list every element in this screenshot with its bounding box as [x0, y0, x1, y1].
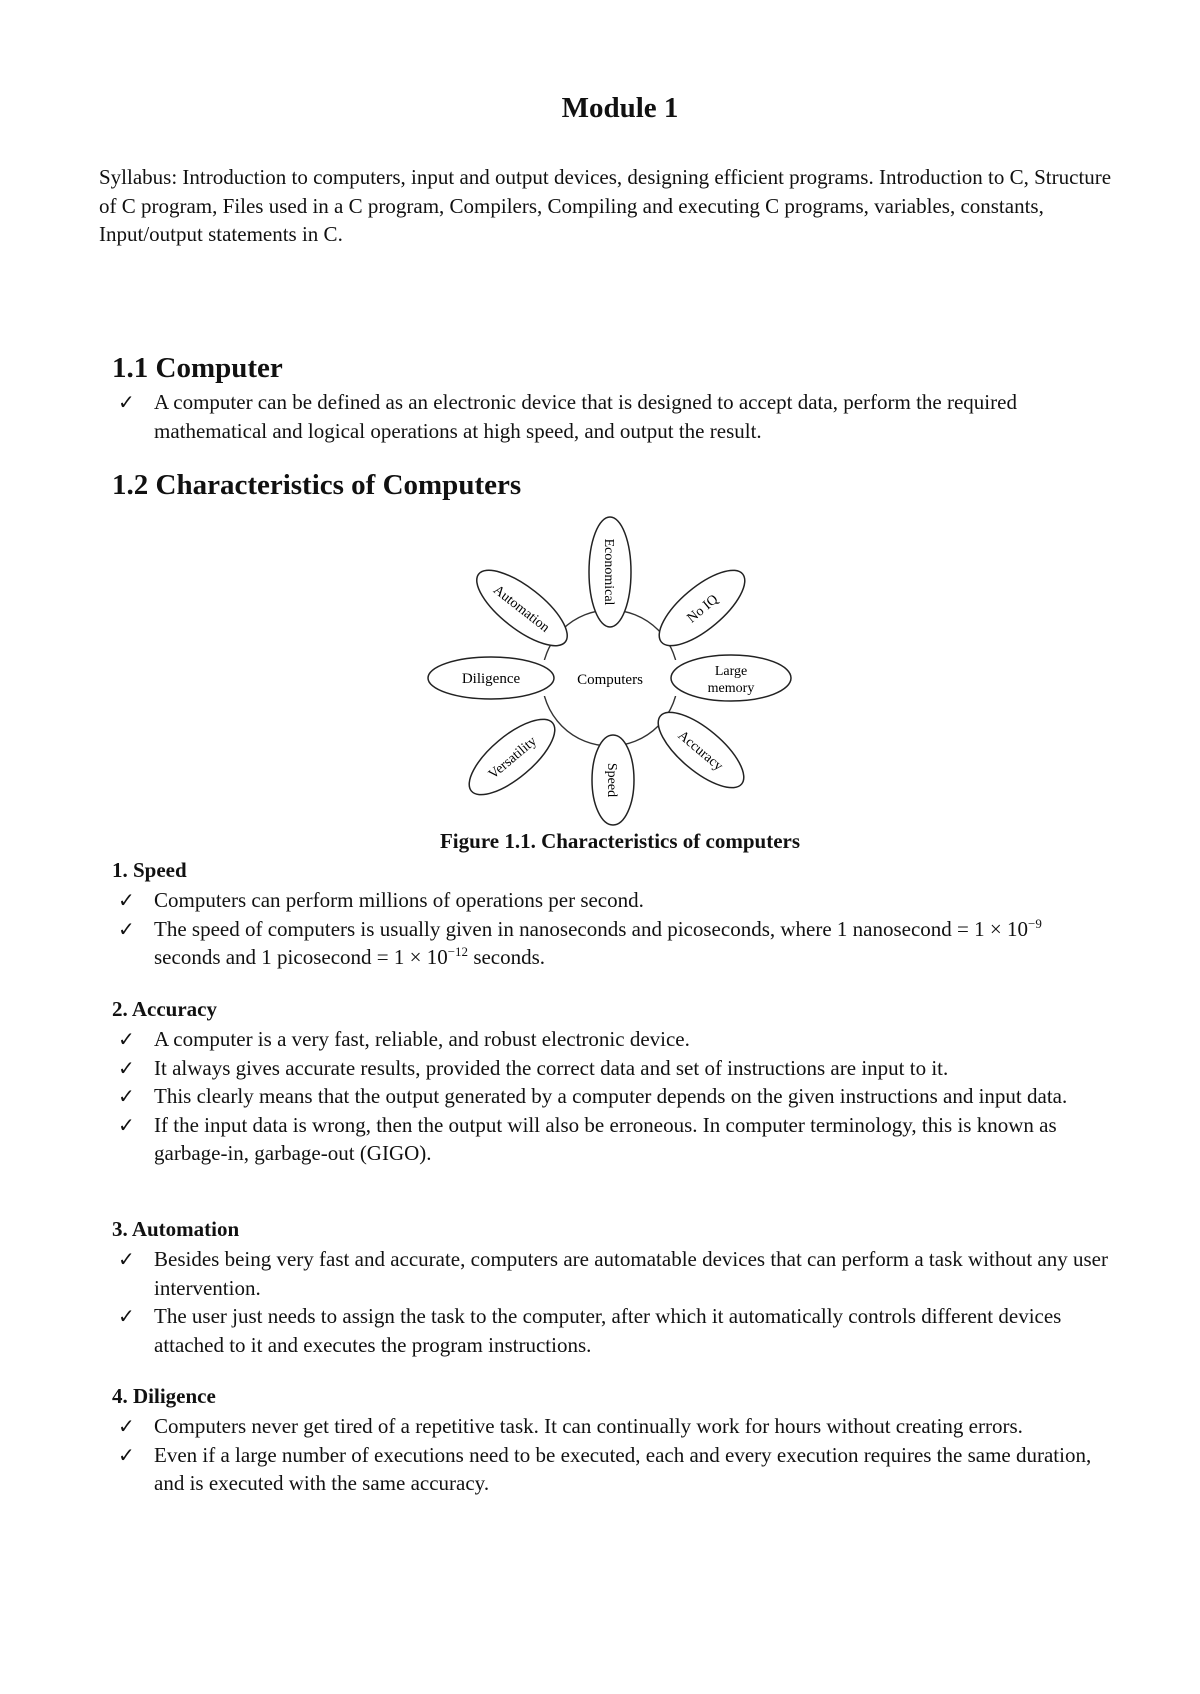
list-item-text: It always gives accurate results, provided the correct data and set of instructions are input to it. [154, 1055, 949, 1080]
list-item-text-a: The speed of computers is usually given in nanoseconds and picoseconds, where 1 nanosecond = 1 × 10 [154, 916, 1028, 941]
petal-label-economical: Economical [601, 538, 616, 606]
list-item [112, 1082, 1112, 1111]
list-item [112, 915, 1112, 972]
section-heading-computer: 1.1 Computer [112, 352, 283, 384]
speed-list [112, 886, 1112, 972]
list-item [112, 1441, 1112, 1498]
check-icon: ✓ [118, 1247, 135, 1271]
petal-diligence [428, 657, 554, 699]
list-item [112, 1054, 1112, 1083]
list-item-text: Computers can perform millions of operations per second. [154, 888, 644, 912]
petal-label-automation: Automation [490, 582, 553, 636]
check-icon: ✓ [118, 1055, 135, 1080]
check-icon: ✓ [118, 916, 135, 941]
list-item [112, 1412, 1112, 1441]
list-item-text: A computer is a very fast, reliable, and robust electronic device. [154, 1027, 690, 1051]
accuracy-heading: 2. Accuracy [112, 997, 217, 1021]
list-item [112, 1111, 1112, 1168]
diligence-heading: 4. Diligence [112, 1384, 216, 1408]
petal-label-speed: Speed [604, 762, 619, 798]
petal-automation [466, 558, 579, 659]
check-icon: ✓ [118, 1112, 135, 1137]
check-icon: ✓ [118, 888, 135, 912]
list-item [112, 1025, 1112, 1054]
characteristics-diagram [420, 510, 800, 832]
petal-large-memory [671, 655, 791, 701]
module-title: Module 1 [561, 92, 679, 124]
list-item [112, 1302, 1112, 1359]
list-item-text: The user just needs to assign the task to the computer, after which it automatically controls different devices attached to it and executes the program instructions. [154, 1304, 1062, 1357]
center-label: Computers [577, 672, 643, 688]
petal-economical [589, 517, 631, 627]
petal-label-versatility: Versatility [486, 733, 540, 783]
characteristics-diagram-svg [420, 510, 800, 832]
speed-heading: 1. Speed [112, 858, 187, 882]
check-icon: ✓ [118, 390, 135, 414]
list-item-text-b: seconds and 1 picosecond = 1 × 10 [154, 945, 448, 969]
list-item-text-c: seconds. [468, 945, 546, 969]
list-item-text: Even if a large number of executions need to be executed, each and every execution requires the same duration, and is executed with the same accuracy. [154, 1442, 1092, 1495]
figure-caption: Figure 1.1. Characteristics of computers [439, 829, 801, 853]
list-item [112, 1245, 1112, 1302]
petal-label-memory: memory [707, 681, 755, 696]
check-icon: ✓ [118, 1084, 135, 1108]
petal-label-no-iq: No IQ [684, 592, 722, 627]
list-item-text: Computers never get tired of a repetitive task. It can continually work for hours without creating errors. [154, 1414, 1023, 1438]
list-item-text: A computer can be defined as an electronic device that is designed to accept data, perform the required mathematical and logical operations at high speed, and output the result. [154, 390, 1017, 443]
list-item [112, 886, 1112, 915]
syllabus-paragraph: Syllabus: Introduction to computers, input and output devices, designing efficient programs. Introduction to C, Structure of C program, Files used in a C program, Compilers, Compiling and executing C programs, variables, constants, Input/output statements in C. [99, 165, 1112, 246]
list-item-text: If the input data is wrong, then the output will also be erroneous. In computer terminology, this is known as garbage-in, garbage-out (GIGO). [154, 1112, 1057, 1165]
computer-list [112, 388, 1112, 445]
list-item [112, 388, 1112, 445]
petal-speed [592, 735, 634, 825]
petal-versatility [458, 707, 566, 807]
check-icon: ✓ [118, 1027, 135, 1051]
exponent-pico: −12 [447, 944, 469, 959]
check-icon: ✓ [118, 1442, 135, 1467]
exponent-nano: −9 [1027, 915, 1042, 931]
automation-heading: 3. Automation [112, 1217, 240, 1241]
list-item-text: This clearly means that the output generated by a computer depends on the given instructions and input data. [154, 1084, 1068, 1108]
petal-accuracy [647, 700, 755, 800]
check-icon: ✓ [118, 1304, 135, 1328]
petal-label-large: Large [714, 664, 748, 679]
automation-list [112, 1245, 1112, 1359]
section-heading-characteristics: 1.2 Characteristics of Computers [112, 469, 522, 501]
list-item-text: Besides being very fast and accurate, computers are automatable devices that can perform a task without any user intervention. [154, 1247, 1108, 1300]
diligence-list [112, 1412, 1112, 1498]
petal-label-accuracy: Accuracy [674, 728, 726, 775]
check-icon: ✓ [118, 1414, 135, 1438]
accuracy-list [112, 1025, 1112, 1168]
petal-label-diligence: Diligence [461, 671, 521, 687]
petal-no-iq [648, 558, 756, 658]
